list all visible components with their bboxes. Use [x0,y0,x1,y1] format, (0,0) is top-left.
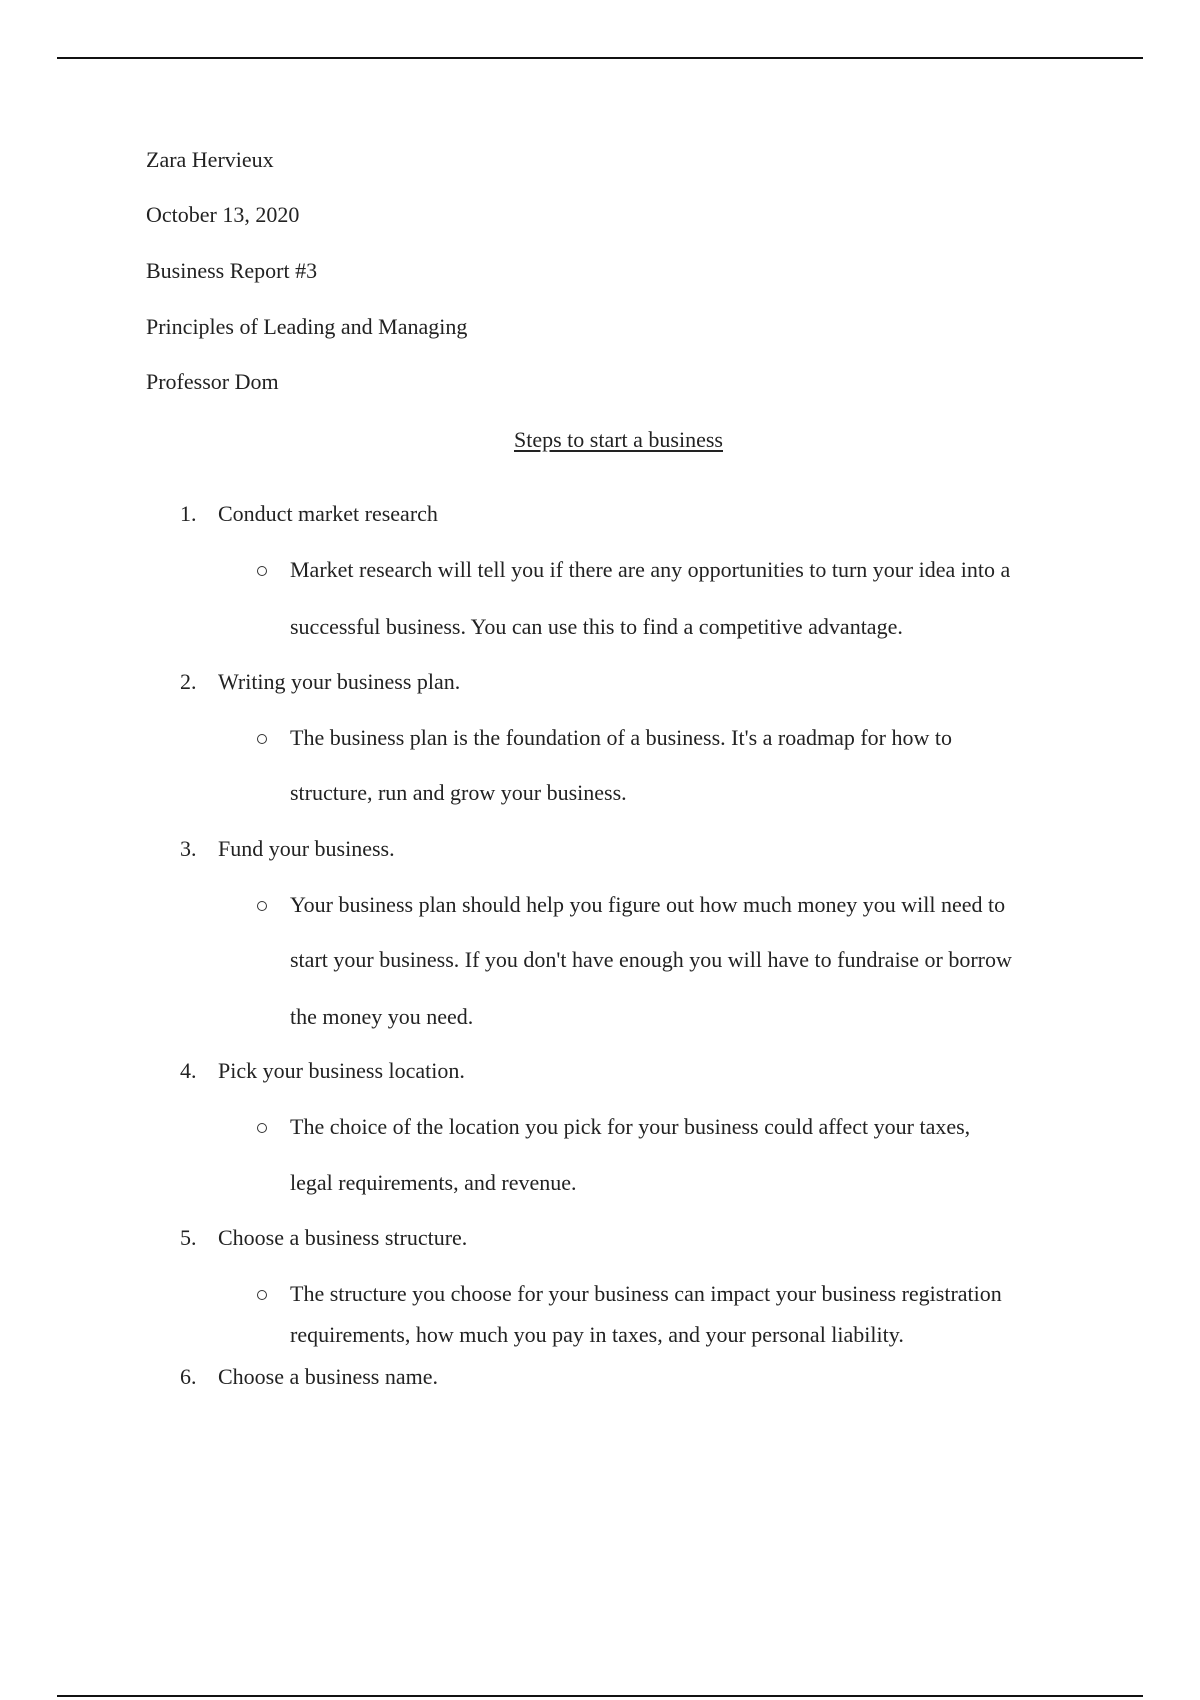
step-detail-line: start your business. If you don't have enough you will have to fundraise or borrow [290,947,1012,972]
step-detail-line: the money you need. [290,1004,474,1029]
step-detail-line: The choice of the location you pick for your business could affect your taxes, [290,1114,971,1139]
top-rule [57,57,1143,59]
report-date: October 13, 2020 [146,202,300,227]
step-detail-line: legal requirements, and revenue. [290,1170,577,1195]
hollow-bullet-icon [257,566,267,576]
step-heading: Choose a business name. [218,1364,438,1389]
report-number: Business Report #3 [146,258,318,283]
step-detail-line: The business plan is the foundation of a business. It's a roadmap for how to [290,725,953,750]
author-name: Zara Hervieux [146,147,274,172]
course-name: Principles of Leading and Managing [146,314,468,339]
professor-name: Professor Dom [146,369,279,394]
step-detail-line: Market research will tell you if there are any opportunities to turn your idea into a [290,557,1011,582]
document-title: Steps to start a business [514,427,723,452]
step-number: 5. [180,1225,197,1250]
hollow-bullet-icon [257,1290,267,1300]
step-heading: Pick your business location. [218,1058,465,1083]
hollow-bullet-icon [257,734,267,744]
step-number: 3. [180,836,197,861]
step-number: 4. [180,1058,197,1083]
hollow-bullet-icon [257,901,267,911]
step-detail-line: Your business plan should help you figure out how much money you will need to [290,892,1006,917]
step-number: 2. [180,669,197,694]
step-heading: Fund your business. [218,836,395,861]
step-heading: Conduct market research [218,501,438,526]
step-detail-line: successful business. You can use this to find a competitive advantage. [290,614,903,639]
step-detail-line: The structure you choose for your business can impact your business registration [290,1281,1002,1306]
bottom-rule [57,1695,1143,1697]
step-detail-line: requirements, how much you pay in taxes, and your personal liability. [290,1322,904,1347]
step-heading: Writing your business plan. [218,669,461,694]
hollow-bullet-icon [257,1123,267,1133]
step-number: 6. [180,1364,197,1389]
step-heading: Choose a business structure. [218,1225,468,1250]
step-detail-line: structure, run and grow your business. [290,780,627,805]
step-number: 1. [180,501,197,526]
